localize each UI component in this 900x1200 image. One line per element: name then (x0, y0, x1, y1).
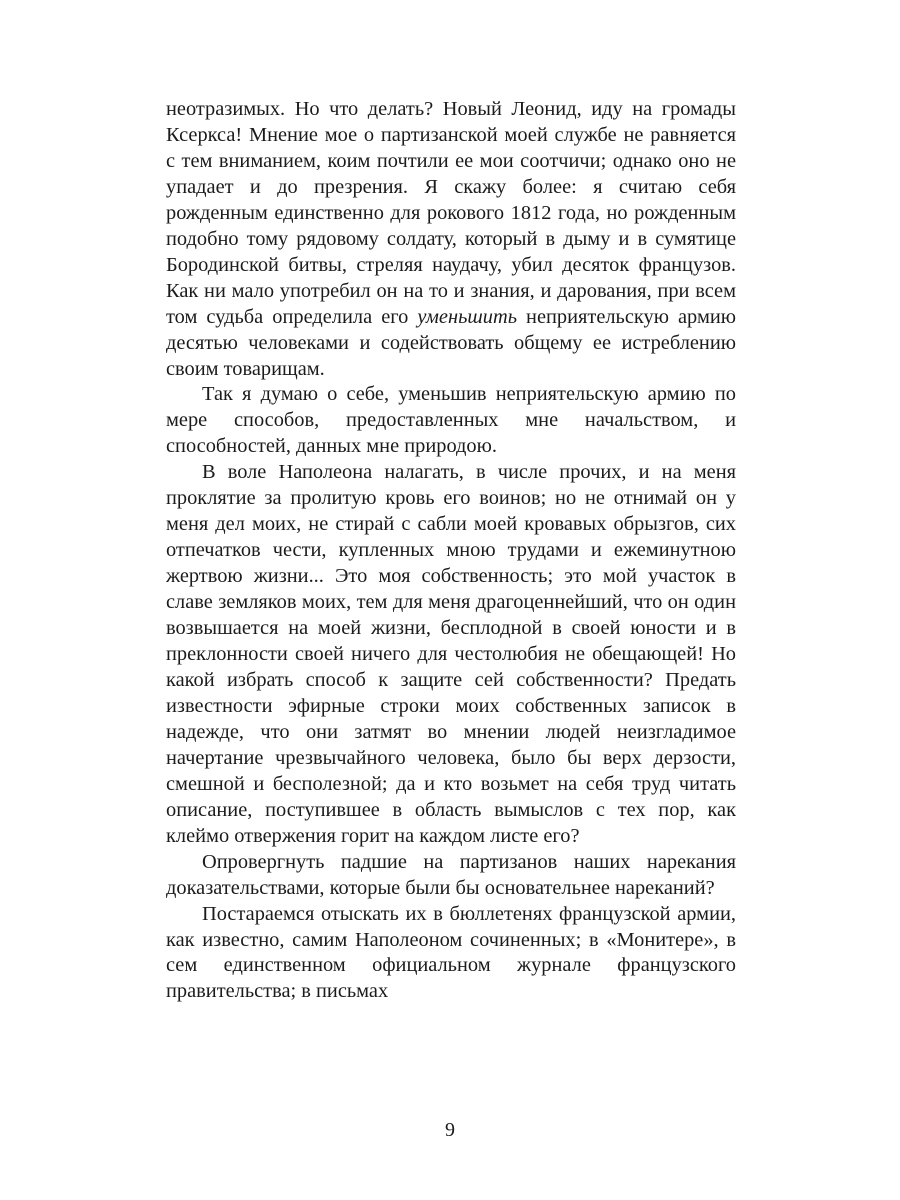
paragraph-5: Постараемся отыскать их в бюллетенях французской армии, как известно, самим Наполеоном сочиненных; в «Монитере», в сем единственном официальном журнале французского правительства; в письмах (166, 902, 736, 1003)
body-text (166, 97, 736, 1005)
paragraph-4: Опровергнуть падшие на партизанов наших нарекания доказательствами, которые были бы основательнее нареканий? (166, 850, 736, 899)
paragraph-1-text-b: неприятельскую армию десятью человеками и содействовать общему ее истреблению своим товарищам. (166, 305, 736, 380)
page-number: 9 (445, 1119, 455, 1141)
paragraph-2: Так я думаю о себе, уменьшив неприятельскую армию по мере способов, предоставленных мне начальством, и способностей, данных мне природою. (166, 383, 736, 458)
paragraph-1-text-a: неотразимых. Но что делать? Новый Леонид, иду на громады Ксеркса! Мнение мое о партизанской моей службе не равняется с тем вниманием, коим почтили ее мои соотчичи; однако оно не упадает и до презрения. Я скажу более: я считаю себя рожденным единственно для рокового 1812 года, но рожденным подобно тому рядовому солдату, который в дыму и в сумятице Бородинской битвы, стреляя наудачу, убил десяток французов. Как ни мало употребил он на то и знания, и дарования, при всем том судьба определила его (166, 98, 736, 328)
emphasized-word: уменьшить (417, 305, 517, 328)
paragraph-1 (166, 97, 736, 382)
paragraph-3: В воле Наполеона налагать, в числе прочих, и на меня проклятие за пролитую кровь его воинов; но не отнимай он у меня дел моих, не стирай с сабли моей кровавых обрызгов, сих отпечатков чести, купленных мною трудами и ежеминутною жертвою жизни... Это моя собственность; это мой участок в славе земляков моих, тем для меня драгоценнейший, что он один возвышается на моей жизни, бесплодной в своей юности и в преклонности своей ничего для честолюбия не обещающей! Но какой избрать способ к защите сей собственности? Предать известности эфирные строки моих собственных записок в надежде, что они затмят во мнении людей неизгладимое начертание чрезвычайного человека, было бы верх дерзости, смешной и бесполезной; да и кто возьмет на себя труд читать описание, поступившее в область вымыслов с тех пор, как клеймо отвержения горит на каждом листе его? (166, 461, 736, 847)
